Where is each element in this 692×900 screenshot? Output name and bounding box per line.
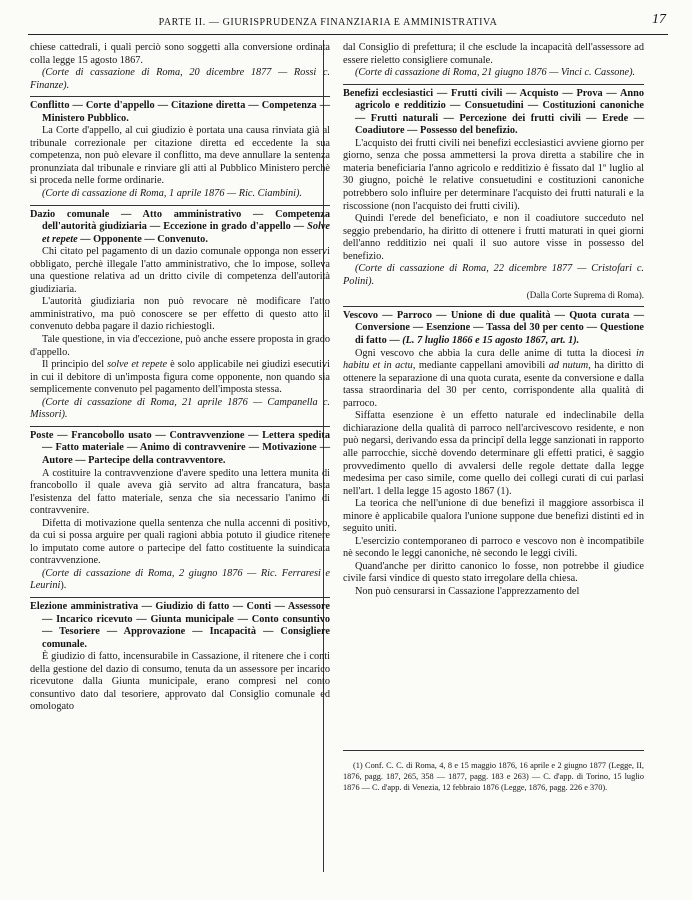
case-paragraph: È giudizio di fatto, incensurabile in Cassazione, il ritenere che i conti della gestione del dazio di consumo, tenuta da un assessore per incarico ricevutone dalla Giunta municipale, erano compresi nel conto consuntivo dato dal tesoriere, approvato dal Consiglio comunale ed omologato [30,651,330,713]
paragraph-text: , ha diritto di ottenere la separazione di una quota curata, esente da conversione e dalla tassa straordinaria del 30 per cento, corrispondente alla qualità di parroco. [343,360,644,409]
case-paragraph: L'autorità giudiziaria non può revocare nè modificare l'atto amministrativo, ma può conoscere se per effetto di questo atto il convenuto debba pagare il dazio richiestogli. [30,296,330,333]
case-paragraph: Non può censurarsi in Cassazione l'apprezzamento del [355,585,580,597]
case-heading: Elezione amministrativa — Giudizio di fatto — Conti — Assessore — Incarico ricevuto — Giunta municipale — Conto consuntivo — Tesoriere — Approvazione — Incapacità — Consigliere comunale. [30,600,330,650]
case-paragraph: A costituire la contravvenzione d'avere spedito una lettera munita di francobollo il quale aveva già servito ad altra francatura, basta l'esistenza del fatto materiale, senza che sia necessario l'animo di contravvenire. [30,467,330,517]
case-paragraph [343,348,644,411]
paragraph-text: , mediante cappellani amovibili [412,360,549,372]
paragraph-text: Ogni vescovo che abbia la cura delle anime di tutta la diocesi [355,347,636,359]
paragraph-italic-text: solve et repete [107,359,168,371]
right-column [343,42,644,599]
case-heading [343,310,644,348]
section-separator [343,306,644,307]
running-header [28,12,668,35]
left-column [30,42,330,714]
paragraph-italic-text: ad nutum [548,360,589,372]
paragraph-text: Il principio del [42,359,108,371]
paragraph-text: è solo applicabile nei giudizi esecutivi in cui il debitore di un'imposta figura come opponente, non quando sia semplicemente convenuto pel pagamento dell'imposta stessa. [30,359,330,396]
case-heading: Poste — Francobollo usato — Contravvenzione — Lettera spedita — Fatto materiale — Animo di contravvenire — Motivazione — Autore — Partecipe della contravventore. [30,429,330,466]
section-separator [343,84,644,85]
heading-italic-text: Solve et repete [42,221,330,245]
section-separator [30,96,330,97]
footnote: (1) Conf. C. C. di Roma, 4, 8 e 15 maggio 1876, 16 aprile e 2 giugno 1877 (Legge, II, 1876, pagg. 187, 265, 358 — 1877, pagg. 183 e 263) — C. d'app. di Torino, 15 luglio 1876 — C. d'app. di Venezia, 12 febbraio 1876 (Legge, 1876, pagg. 226 e 370). [343,761,644,793]
heading-italic-text: (L. 7 luglio 1866 e 15 agosto 1867, art. 1). [402,335,580,347]
section-separator [30,205,330,206]
continued-paragraph: chiese cattedrali, i quali perciò sono soggetti alla conversione ordinata colla legge 15 agosto 1867. [30,42,330,66]
heading-text: Dazio comunale — Atto amministrativo — Competenza dell'autorità giudiziaria — Eccezione in grado d'appello — [30,208,330,233]
case-citation: (Corte di cassazione di Roma, 20 dicembre 1877 — Rossi c. Finanze). [30,67,330,91]
section-separator [30,426,330,427]
heading-text: — Opponente — Convenuto. [77,233,208,245]
case-paragraph: La teorica che nell'unione di due benefizi il maggiore assorbisca il minore è applicabile qualora l'unione suppone due benefizi distinti ed in seguito uniti. [343,498,644,535]
case-heading [30,209,330,247]
case-citation [30,568,330,593]
case-paragraph: Quindi l'erede del beneficiato, e non il coadiutore succeduto nel seggio prebendario, ha diritto di ottenere i frutti maturati in quei giorni dell'anno redditizio nei quali il suo autore visse in possesso del benefizio. [343,213,644,262]
case-paragraph: Tale questione, in via d'eccezione, può anche essere proposta in grado d'appello. [30,334,330,358]
source-note: (Dalla Corte Suprema di Roma). [526,290,644,301]
case-paragraph: La Corte d'appello, al cui giudizio è portata una causa rinviata già al tribunale correzionale per citazione diretta ed eccedente la sua competenza, non può elevare il conflitto, ma deve annullare la sentenza pronunziata dal tribunale e rinviare gli atti al Pubblico Ministero perchè si proceda nelle forme ordinarie. [30,125,330,187]
paragraph-italic-text: in habitu et in actu [343,347,644,372]
case-citation: (Corte di cassazione di Roma, 21 aprile 1876 — Campanella c. Missori). [30,396,330,421]
section-separator [30,597,330,598]
case-paragraph: Siffatta esenzione è un effetto naturale ed indeclinabile della dichiarazione della qualità di parroco nell'arcivescovo residente, e non può negarsi, derivando essa da principî della legge sanzionati in rapporto alle parrocchie, sicchè dovendo determinare gli effetti pratici, è saggio provvedimento quello di avvalersi delle regole dettate dalla legge medesima per caso simile, come quello dei collegi curati di cui parlasi nell'art. 1 della legge 15 agosto 1867 (1). [343,410,644,497]
citation-text: (Corte di cassazione di Roma, 2 giugno 1876 — [42,567,261,579]
case-paragraph [30,359,330,397]
case-heading: Conflitto — Corte d'appello — Citazione diretta — Competenza — Ministero Pubblico. [30,100,330,124]
heading-text: Vescovo — Parroco — Unione di due qualità — Quota curata — Conversione — Esenzione — Tassa del 30 per cento — Questione di fatto — [343,309,644,347]
footnote-rule [343,750,644,751]
citation-parties: Ric. Ferraresi e Leurini [30,567,330,592]
case-citation: (Corte di cassazione di Roma, 22 dicembre 1877 — Cristofari c. Polini). [343,263,644,287]
header-title: PARTE II. — GIURISPRUDENZA FINANZIARIA E AMMINISTRATIVA [158,17,498,28]
citation-text: ). [60,580,67,592]
case-paragraph: L'esercizio contemporaneo di parroco e vescovo non è incompatibile nè secondo le leggi canoniche, nè secondo le leggi civili. [343,535,644,560]
case-paragraph: Chi citato pel pagamento di un dazio comunale opponga non esservi obbligato, perchè illegale l'atto amministrativo, che lo impose, solleva una questione relativa ad un dritto civile di competenza dell'autorità giudiziaria. [30,246,330,295]
case-paragraph: Difetta di motivazione quella sentenza che nulla accenni di positivo, da cui si possa arguire per quali ragioni abbia potuto il giudice ritenere lo imputato come autore o partecipe del fatto costituente la suindicata contravvenzione. [30,517,330,567]
page-number: 17 [652,12,666,27]
case-heading: Benefizi ecclesiastici — Frutti civili — Acquisto — Prova — Anno agricolo e redditizio — Consuetudini — Costituzioni canoniche — Frutti naturali — Percezione dei frutti civili — Erede — Coadiutore — Possesso del benefizio. [343,87,644,137]
case-citation: (Corte di cassazione di Roma, 21 giugno 1876 — Vinci c. Cassone). [355,67,636,79]
continued-paragraph: dal Consiglio di prefettura; il che esclude la incapacità dell'assessore ad essere rieletto consigliere comunale. [343,42,644,66]
case-paragraph: L'acquisto dei frutti civili nei benefizi ecclesiastici avviene giorno per giorno, senza che possa ammettersi la prova diretta a stabilire che in materia beneficiaria l'anno agricolo e redditizio è fissato dal 1º luglio al 30 giugno, poichè le relative consuetudini e costituzioni canoniche potrebbero solo influire per determinare l'acquisto dei frutti naturali e la riscossione (non l'acquisto dei frutti civili). [343,137,644,212]
case-citation: (Corte di cassazione di Roma, 1 aprile 1876 — Ric. Ciambini). [42,188,302,200]
case-paragraph: Quand'anche per diritto canonico lo fosse, non potrebbe il giudice civile farsi vindice di questo stato irregolare della chiesa. [343,560,644,585]
